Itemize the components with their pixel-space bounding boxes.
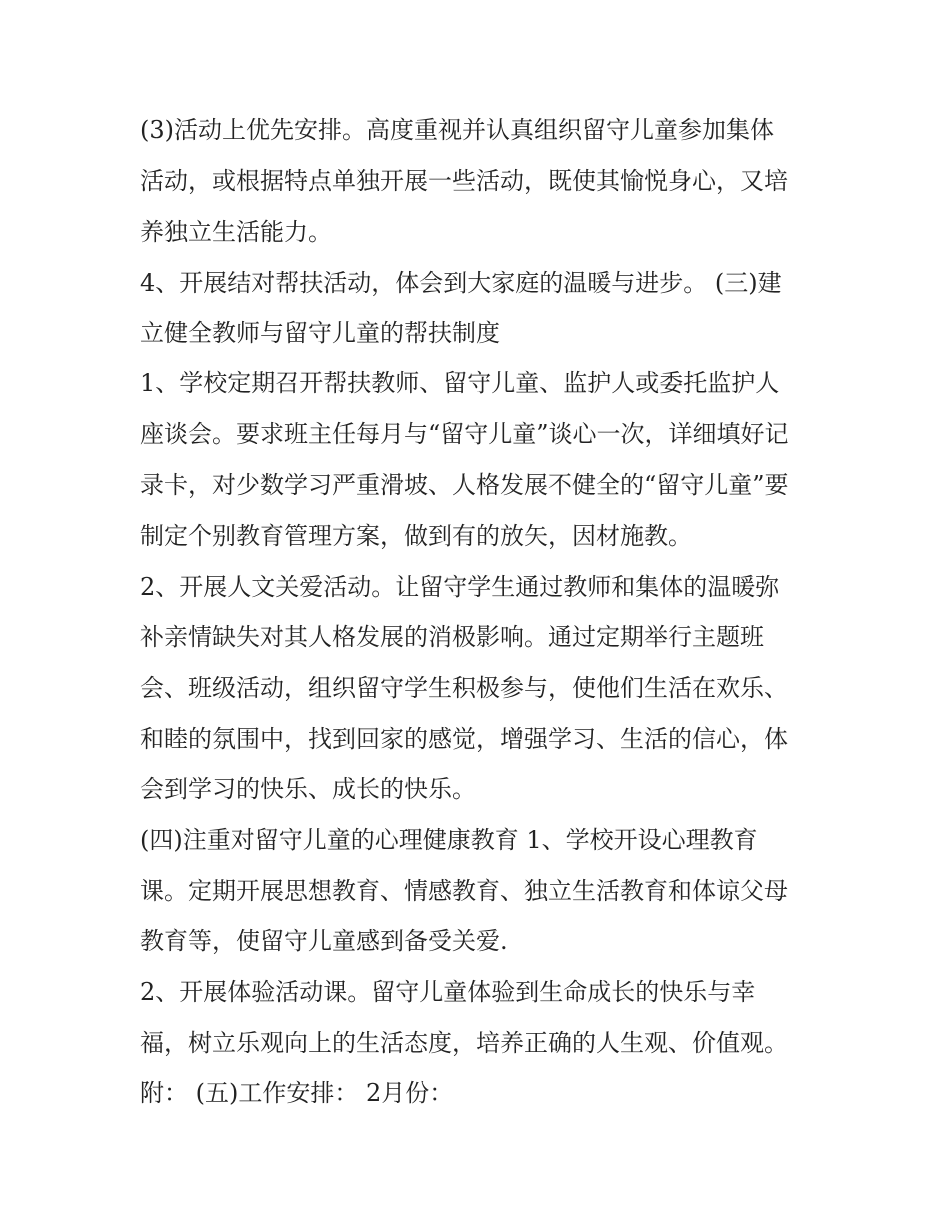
text-line: (3)活动上优先安排。高度重视并认真组织留守儿童参加集体 — [140, 116, 774, 144]
text-line: 和睦的氛围中，找到回家的感觉，增强学习、生活的信心，体 — [140, 725, 788, 753]
text-line: 补亲情缺失对其人格发展的消极影响。通过定期举行主题班 — [140, 623, 764, 651]
text-line: (四)注重对留守儿童的心理健康教育 1、学校开设心理教育 — [140, 826, 758, 854]
text-line: 立健全教师与留守儿童的帮扶制度 — [140, 319, 500, 347]
text-line: 附： (五)工作安排： 2月份： — [140, 1079, 454, 1107]
text-line: 活动，或根据特点单独开展一些活动，既使其愉悦身心，又培 — [140, 167, 788, 195]
text-line: 录卡，对少数学习严重滑坡、人格发展不健全的“留守儿童”要 — [140, 471, 789, 499]
text-line: 课。定期开展思想教育、情感教育、独立生活教育和体谅父母 — [140, 877, 788, 905]
text-line: 2、开展体验活动课。留守儿童体验到生命成长的快乐与幸 — [140, 978, 756, 1006]
text-line: 座谈会。要求班主任每月与“留守儿童”谈心一次，详细填好记 — [140, 420, 789, 448]
text-line: 1、学校定期召开帮扶教师、留守儿童、监护人或委托监护人 — [140, 369, 780, 397]
text-line: 养独立生活能力。 — [140, 218, 332, 246]
text-line: 会到学习的快乐、成长的快乐。 — [140, 775, 476, 803]
text-line: 教育等，使留守儿童感到备受关爱. — [140, 927, 508, 955]
text-line: 4、开展结对帮扶活动，体会到大家庭的温暖与进步。 (三)建 — [140, 269, 782, 297]
text-line: 制定个别教育管理方案，做到有的放矢，因材施教。 — [140, 522, 692, 550]
text-line: 会、班级活动，组织留守学生积极参与，使他们生活在欢乐、 — [140, 674, 788, 702]
text-line: 2、开展人文关爱活动。让留守学生通过教师和集体的温暖弥 — [140, 573, 780, 601]
text-line: 福，树立乐观向上的生活态度，培养正确的人生观、价值观。 — [140, 1029, 788, 1057]
